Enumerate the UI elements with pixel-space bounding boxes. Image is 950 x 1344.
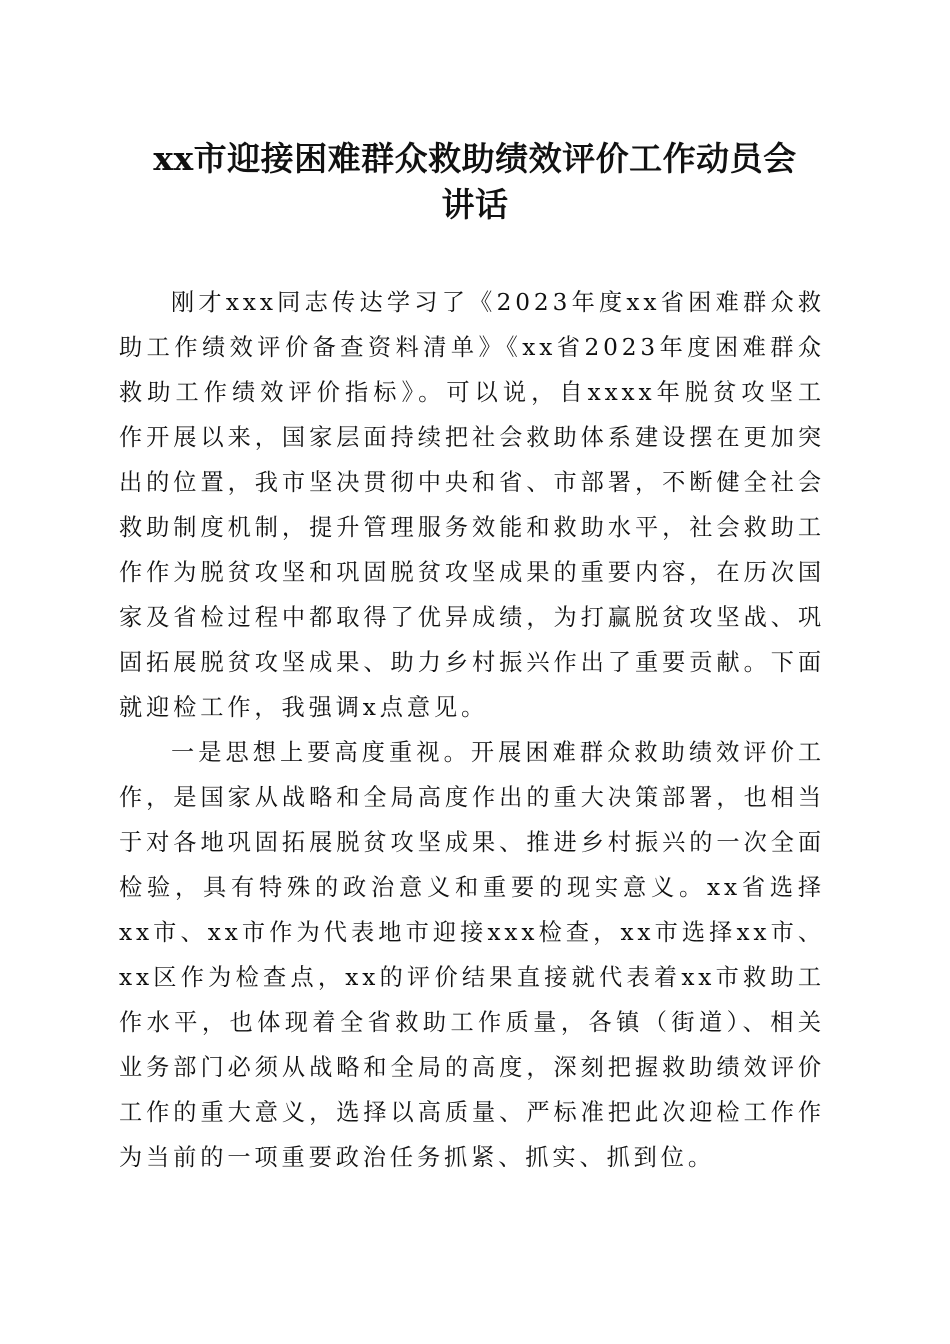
paragraph-2 (119, 730, 825, 1180)
paragraph-2-lead: 一是思想上要高度重视。 (171, 739, 471, 766)
paragraph-2-text: 开展困难群众救助绩效评价工作，是国家从战略和全局高度作出的重大决策部署，也相当于对各地巩固拓展脱贫攻坚成果、推进乡村振兴的一次全面检验，具有特殊的政治意义和重要的现实意义。xx省选择xx市、xx市作为代表地市迎接xxx检查，xx市选择xx市、xx区作为检查点，xx的评价结果直接就代表着xx市救助工作水平，也体现着全省救助工作质量，各镇（街道）、相关业务部门必须从战略和全局的高度，深刻把握救助绩效评价工作的重大意义，选择以高质量、严标准把此次迎检工作作为当前的一项重要政治任务抓紧、抓实、抓到位。 (119, 739, 825, 1171)
title-line-1: xx市迎接困难群众救助绩效评价工作动员会 (153, 139, 797, 178)
title-line-2: 讲话 (441, 185, 509, 224)
paragraph-1 (119, 280, 825, 730)
document-body (119, 280, 825, 1180)
paragraph-1-text: 刚才xxx同志传达学习了《2023年度xx省困难群众救助工作绩效评价备查资料清单》《xx省2023年度困难群众救助工作绩效评价指标》。可以说，自xxxx年脱贫攻坚工作开展以来，国家层面持续把社会救助体系建设摆在更加突出的位置，我市坚决贯彻中央和省、市部署，不断健全社会救助制度机制，提升管理服务效能和救助水平，社会救助工作作为脱贫攻坚和巩固脱贫攻坚成果的重要内容，在历次国家及省检过程中都取得了优异成绩，为打赢脱贫攻坚战、巩固拓展脱贫攻坚成果、助力乡村振兴作出了重要贡献。下面就迎检工作，我强调x点意见。 (119, 289, 825, 721)
document-title (110, 136, 840, 228)
